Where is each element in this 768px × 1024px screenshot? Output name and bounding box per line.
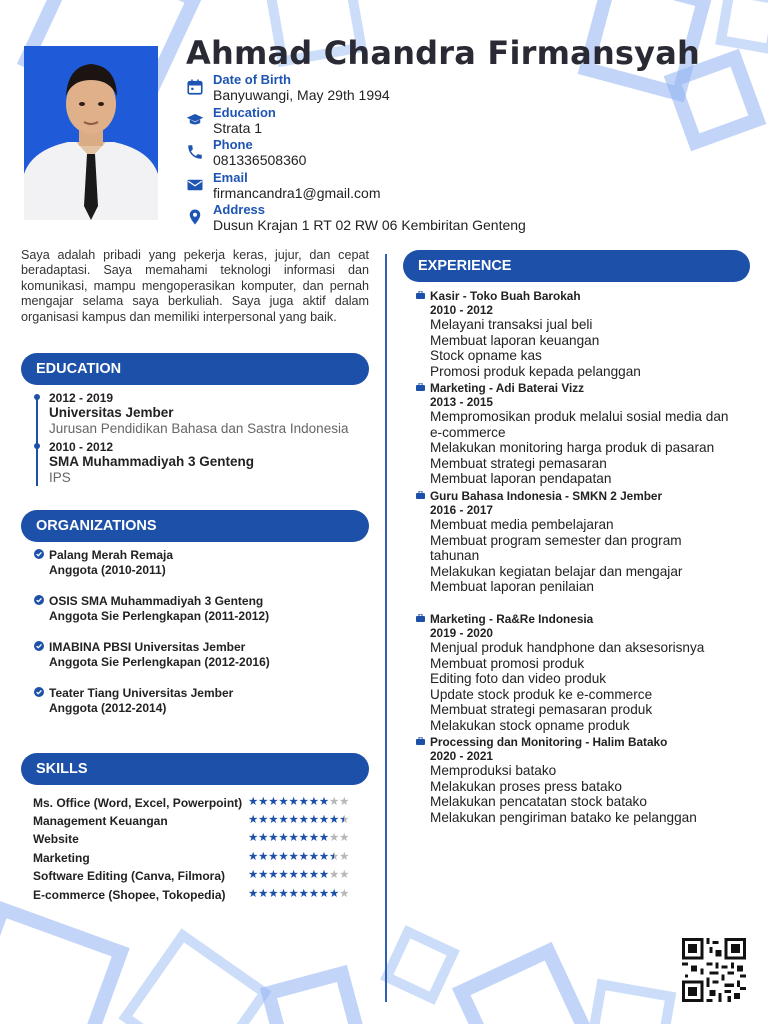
rating-star-icon: ★: [329, 832, 340, 844]
experience-duty: Membuat laporan pendapatan: [430, 471, 612, 486]
decor-square: [380, 925, 460, 1005]
experience-years: 2010 - 2012: [430, 303, 493, 317]
skill-row: [33, 832, 373, 850]
rating-star-icon: ★: [268, 851, 279, 863]
rating-star-icon: ★: [308, 832, 319, 844]
timeline-dot: [34, 394, 40, 400]
rating-star-icon: ★: [298, 832, 309, 844]
rating-star-icon: ★: [278, 796, 289, 808]
info-row-address: [186, 202, 606, 235]
rating-star-icon: ★: [258, 796, 269, 808]
info-label: Phone: [213, 137, 253, 152]
rating-star-icon: ★: [339, 832, 350, 844]
info-label: Email: [213, 169, 248, 185]
rating-star-icon: ★: [268, 869, 279, 881]
check-badge-icon: [34, 641, 44, 651]
education-item: [34, 440, 254, 486]
rating-star-icon: ★: [248, 814, 259, 826]
experience-duty: Melakukan proses press batako: [430, 778, 622, 794]
rating-star-icon: ★: [339, 869, 350, 881]
info-value: Banyuwangi, May 29th 1994: [213, 87, 390, 103]
experience-item: [416, 612, 746, 733]
experience-duty: Stock opname kas: [430, 348, 542, 363]
rating-star-icon: ★: [318, 888, 329, 900]
rating-star-icon: ★: [278, 832, 289, 844]
profile-photo: [24, 46, 158, 220]
rating-star-icon: ★: [318, 869, 329, 881]
info-row-education: [186, 105, 606, 138]
info-value: firmancandra1@gmail.com: [213, 184, 381, 201]
experience-duty: Melayani transaksi jual beli: [430, 317, 593, 332]
info-row-phone: [186, 137, 606, 170]
briefcase-icon: [416, 737, 425, 745]
skill-name: Management Keuangan: [33, 814, 168, 828]
rating-star-icon: ★: [268, 832, 279, 844]
skill-row: [33, 814, 373, 832]
phone-icon: [186, 143, 204, 161]
experience-duty: Membuat media pembelajaran: [430, 517, 614, 532]
experience-duty: Membuat program semester dan program tahunan: [430, 532, 682, 563]
calendar-icon: [186, 78, 204, 96]
rating-star-icon: ★: [288, 814, 299, 826]
check-badge-icon: [34, 549, 44, 559]
rating-star-icon: ★: [278, 888, 289, 900]
skill-row: [33, 888, 373, 906]
rating-star-icon: ★: [298, 869, 309, 881]
rating-star-icon: ★: [248, 851, 259, 863]
experience-title: Marketing - Ra&Re Indonesia: [430, 612, 594, 626]
education-item: [34, 391, 348, 437]
rating-star-icon: ★: [268, 796, 279, 808]
experience-duty: Membuat strategi pemasaran produk: [430, 702, 653, 717]
email-icon: [186, 176, 204, 194]
organization-name: OSIS SMA Muhammadiyah 3 Genteng: [49, 594, 264, 608]
rating-star-icon: ★: [339, 851, 350, 863]
skill-name: E-commerce (Shopee, Tokopedia): [33, 888, 226, 902]
check-badge-icon: [34, 595, 44, 605]
location-pin-icon: [186, 208, 204, 226]
rating-star-icon: ★: [329, 869, 340, 881]
experience-duty: Mempromosikan produk melalui sosial media dan e-commerce: [430, 409, 729, 440]
skill-name: Website: [33, 832, 79, 846]
experience-duty: Membuat laporan penilaian: [430, 579, 594, 594]
rating-star-icon: ★: [308, 869, 319, 881]
column-divider: [385, 254, 387, 1002]
experience-duty: Melakukan pencatatan stock batako: [430, 794, 647, 809]
organization-item: [34, 640, 270, 670]
experience-duty: Update stock produk ke e-commerce: [430, 686, 653, 702]
rating-star-icon: ★: [258, 869, 269, 881]
check-badge-icon: [34, 687, 44, 697]
rating-star-icon: ★: [329, 814, 340, 826]
skill-row: [33, 851, 373, 869]
experience-duty: Membuat laporan keuangan: [430, 332, 600, 348]
education-school: Universitas Jember: [49, 405, 174, 420]
organization-role: Anggota Sie Perlengkapan (2012-2016): [49, 655, 270, 669]
info-row-email: [186, 170, 606, 203]
timeline-dot: [34, 443, 40, 449]
experience-duty: Menjual produk handphone dan aksesorisnya: [430, 640, 705, 655]
experience-item: [416, 735, 746, 825]
skill-rating: [248, 813, 349, 828]
graduation-cap-icon: [186, 111, 204, 129]
rating-star-icon: ★: [329, 796, 340, 808]
skill-row: [33, 796, 373, 814]
info-label: Date of Birth: [213, 72, 291, 87]
rating-star-icon: ★: [278, 814, 289, 826]
experience-years: 2019 - 2020: [430, 626, 493, 640]
qr-code: [682, 938, 746, 1002]
experience-duty: Membuat strategi pemasaran: [430, 455, 607, 471]
education-detail: Jurusan Pendidikan Bahasa dan Sastra Indonesia: [49, 421, 349, 436]
skill-rating: [248, 850, 349, 865]
rating-star-icon: ★: [268, 888, 279, 900]
experience-years: 2013 - 2015: [430, 395, 493, 409]
rating-star-icon: ★: [288, 888, 299, 900]
organization-role: Anggota Sie Perlengkapan (2011-2012): [49, 609, 270, 623]
rating-star-icon: ★: [339, 814, 350, 826]
rating-star-icon: ★: [298, 814, 309, 826]
decor-square: [715, 0, 768, 55]
skill-row: [33, 869, 373, 887]
skill-rating: [248, 795, 349, 810]
rating-star-icon: ★: [288, 832, 299, 844]
skills-heading: SKILLS: [21, 753, 369, 785]
rating-star-icon: ★: [298, 888, 309, 900]
rating-star-icon: ★: [288, 869, 299, 881]
rating-star-icon: ★: [318, 796, 329, 808]
experience-title: Marketing - Adi Baterai Vizz: [430, 381, 585, 395]
rating-star-icon: ★: [248, 796, 259, 808]
rating-star-icon: ★: [248, 888, 259, 900]
skill-rating: [248, 868, 349, 883]
info-row-birth: [186, 72, 606, 105]
experience-duty: Melakukan kegiatan belajar dan mengajar: [430, 563, 683, 579]
organization-item: [34, 594, 269, 624]
experience-heading: EXPERIENCE: [403, 250, 750, 282]
rating-star-icon: ★: [308, 851, 319, 863]
rating-star-icon: ★: [258, 832, 269, 844]
organizations-heading: ORGANIZATIONS: [21, 510, 369, 542]
info-value: 081336508360: [213, 152, 307, 168]
briefcase-icon: [416, 491, 425, 499]
experience-title: Kasir - Toko Buah Barokah: [430, 289, 581, 303]
experience-duty: Melakukan pengiriman batako ke pelanggan: [430, 809, 697, 825]
education-years: 2010 - 2012: [49, 440, 114, 454]
rating-star-icon: ★: [258, 888, 269, 900]
rating-star-icon: ★: [308, 796, 319, 808]
info-value: Dusun Krajan 1 RT 02 RW 06 Kembiritan Genteng: [213, 217, 526, 233]
rating-star-icon: ★: [298, 796, 309, 808]
rating-star-icon: ★: [339, 796, 350, 808]
organization-name: Teater Tiang Universitas Jember: [49, 686, 234, 700]
briefcase-icon: [416, 383, 425, 391]
rating-star-icon: ★: [298, 851, 309, 863]
experience-title: Processing dan Monitoring - Halim Batako: [430, 735, 668, 749]
rating-star-icon: ★: [318, 832, 329, 844]
rating-star-icon: ★: [258, 851, 269, 863]
experience-years: 2016 - 2017: [430, 503, 493, 517]
rating-star-icon: ★: [288, 796, 299, 808]
decor-square: [118, 928, 271, 1024]
rating-star-icon: ★: [288, 851, 299, 863]
experience-item: [416, 381, 746, 487]
info-label: Address: [213, 202, 266, 217]
skill-name: Ms. Office (Word, Excel, Powerpoint): [33, 796, 243, 810]
rating-star-icon: ★: [318, 851, 329, 863]
experience-duty: Melakukan monitoring harga produk di pasaran: [430, 440, 715, 455]
personal-info: [186, 72, 606, 235]
education-heading: EDUCATION: [21, 353, 369, 385]
info-label: Education: [213, 104, 276, 120]
rating-star-icon: ★: [248, 832, 259, 844]
experience-duty: Melakukan stock opname produk: [430, 717, 630, 733]
decor-square: [452, 942, 598, 1024]
rating-star-icon: ★: [339, 888, 350, 900]
organization-role: Anggota (2012-2014): [49, 701, 167, 715]
rating-star-icon: ★: [329, 888, 340, 900]
skill-rating: [248, 831, 349, 846]
rating-star-icon: ★: [318, 814, 329, 826]
rating-star-icon: ★: [248, 869, 259, 881]
organization-name: IMABINA PBSI Universitas Jember: [49, 640, 246, 654]
organization-item: [34, 686, 233, 716]
profile-summary: Saya adalah pribadi yang pekerja keras, jujur, dan cepat beradaptasi. Saya memahami teknologi informasi dan komunikasi, mampu mengoperasikan komputer, dan pernah mengajar selama saya berkuliah. Saya juga aktif dalam organisasi kampus dan memiliki interpersonal yang baik.: [21, 248, 369, 324]
rating-star-icon: ★: [308, 888, 319, 900]
experience-item: [416, 289, 746, 379]
skill-name: Marketing: [33, 851, 90, 865]
skill-rating: [248, 887, 349, 902]
experience-duty: Promosi produk kepada pelanggan: [430, 363, 641, 379]
education-school: SMA Muhammadiyah 3 Genteng: [49, 454, 255, 469]
education-years: 2012 - 2019: [49, 391, 114, 405]
education-detail: IPS: [49, 470, 71, 485]
decor-square: [260, 965, 370, 1024]
rating-star-icon: ★: [278, 851, 289, 863]
briefcase-icon: [416, 614, 425, 622]
info-value: Strata 1: [213, 119, 263, 136]
rating-star-icon: ★: [258, 814, 269, 826]
experience-title: Guru Bahasa Indonesia - SMKN 2 Jember: [430, 489, 663, 503]
rating-star-icon: ★: [268, 814, 279, 826]
experience-item: [416, 489, 746, 595]
skill-name: Software Editing (Canva, Filmora): [33, 869, 226, 883]
organization-name: Palang Merah Remaja: [49, 548, 174, 562]
experience-duty: Editing foto dan video produk: [430, 671, 607, 686]
rating-star-icon: ★: [278, 869, 289, 881]
candidate-name: Ahmad Chandra Firmansyah: [186, 34, 701, 72]
experience-years: 2020 - 2021: [430, 749, 493, 763]
rating-star-icon: ★: [308, 814, 319, 826]
organization-item: [34, 548, 173, 578]
decor-square: [0, 900, 130, 1024]
rating-star-icon: ★: [329, 851, 340, 863]
organization-role: Anggota (2010-2011): [49, 563, 166, 577]
decor-square: [584, 979, 677, 1024]
experience-duty: Membuat promosi produk: [430, 655, 585, 671]
experience-duty: Memproduksi batako: [430, 763, 557, 778]
briefcase-icon: [416, 291, 425, 299]
